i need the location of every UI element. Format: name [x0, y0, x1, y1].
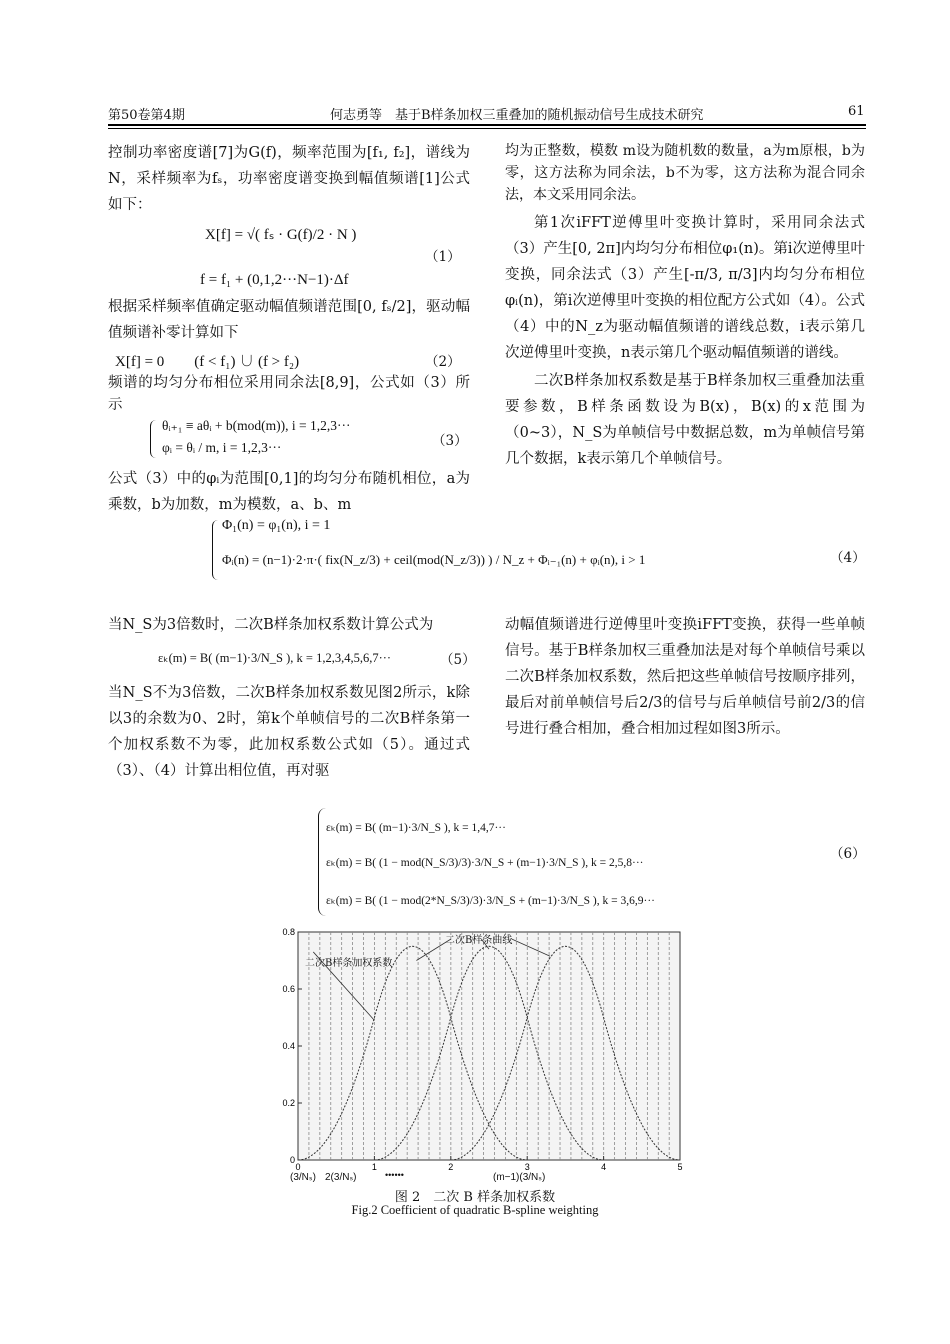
y-tick-label: 0.6 — [282, 984, 295, 994]
equation-5-number: （5） — [440, 652, 476, 668]
equation-1-number: （1） — [425, 249, 461, 265]
paragraph: 控制功率密度谱[7]为G(f)，频率范围为[f₁, f₂]，谱线为N，采样频率为fₛ，功率密度谱变换到幅值频谱[1]公式如下： — [108, 145, 470, 213]
paragraph: 公式（3）中的φᵢ为范围[0,1]的均匀分布随机相位，a为乘数，b为加数，m为模数，a、b、m — [108, 471, 470, 513]
journal-issue: 第50卷第4期 — [108, 108, 185, 123]
xlabel-item-3: •••••• — [385, 1170, 404, 1180]
xlabel-item-2: 2(3/Nₛ) — [325, 1172, 357, 1183]
equation-2-number: （2） — [425, 354, 461, 370]
brace-eq3 — [150, 420, 159, 458]
y-tick-label: 0.8 — [282, 927, 295, 937]
y-tick-label: 0.2 — [282, 1098, 295, 1108]
y-tick-label: 0 — [289, 1155, 295, 1165]
paragraph: 二次B样条加权系数是基于B样条加权三重叠加法重要参数，B样条函数设为B(x)，B(x)的x范围为（0~3），N_S为单帧信号中数据总数，m为单帧信号第几个数据，k表示第几个单帧信号。 — [505, 373, 865, 467]
left-column-3 — [108, 372, 470, 416]
paragraph: 根据采样频率值确定驱动幅值频谱范围[0, fₛ/2]，驱动幅值频谱补零计算如下 — [108, 299, 470, 341]
header-rule-thin — [108, 128, 866, 129]
equation-3-number: （3） — [432, 433, 468, 449]
annotation-weighting: 二次B样条加权系数 — [305, 958, 393, 969]
equation-2: X[f] = 0 (f < f₁) ∪ (f > f₂) — [115, 354, 300, 370]
left-column — [108, 140, 470, 218]
equation-3-line2: φᵢ = θᵢ / m, i = 1,2,3··· — [162, 440, 282, 455]
running-title: 何志勇等 基于B样条加权三重叠加的随机振动信号生成技术研究 — [330, 108, 704, 123]
x-tick-label: 1 — [371, 1162, 377, 1172]
left-column-2 — [108, 294, 470, 346]
x-tick-label: 5 — [677, 1162, 683, 1172]
paragraph: 当N_S不为3倍数，二次B样条加权系数见图2所示，k除以3的余数为0、2时，第k个单帧信号的二次B样条第一个加权系数不为零，此加权系数公式如（5）。通过式（3）、（4）计算出相位值，再对驱 — [108, 685, 470, 779]
equation-6-line1: εₖ(m) = B( (m−1)·3/N_S ), k = 1,4,7··· — [326, 822, 506, 834]
x-tick-label: 0 — [295, 1162, 301, 1172]
paragraph: 当N_S为3倍数时，二次B样条加权系数计算公式为 — [108, 617, 434, 633]
equation-6-line3: εₖ(m) = B( (1 − mod(2*N_S/3)/3)·3/N_S + (m−1)·3/N_S ), k = 3,6,9··· — [326, 895, 655, 907]
paragraph: 第1次iFFT逆傅里叶变换计算时，采用同余法式（3）产生[0, 2π]内均匀分布相位φ₁(n)。第i次逆傅里叶变换，同余法式（3）产生[-π/3, π/3]内均匀分布相位φᵢ(n)，第i次逆傅里叶变换的相位配方公式如（4）。公式（4）中的N_z为驱动幅值频谱的谱线总数，i表示第几次逆傅里叶变换，n表示第几个驱动幅值频谱的谱线。 — [505, 215, 865, 361]
header-rule-thick — [108, 124, 866, 126]
y-tick-label: 0.4 — [282, 1041, 295, 1051]
annotation-curve: 二次B样条曲线 — [445, 935, 513, 946]
lower-left-column — [108, 612, 470, 638]
right-column — [505, 140, 865, 472]
x-tick-label: 4 — [601, 1162, 607, 1172]
figure-caption-en: Fig.2 Coefficient of quadratic B-spline weighting — [351, 1203, 599, 1217]
equation-4-number: （4） — [830, 550, 866, 566]
equation-4-line1: Φ₁(n) = φ₁(n), i = 1 — [222, 518, 331, 533]
equation-3-line1: θᵢ₊₁ ≡ aθᵢ + b(mod(m)), i = 1,2,3··· — [162, 418, 351, 433]
figure-caption-cn: 图 2 二次 B 样条加权系数 — [394, 1190, 556, 1205]
paragraph: 频谱的均匀分布相位采用同余法[8,9]，公式如（3）所示 — [108, 375, 470, 413]
paragraph: 动幅值频谱进行逆傅里叶变换iFFT变换，获得一些单帧信号。基于B样条加权三重叠加法是对每个单帧信号乘以二次B样条加权系数，然后把这些单帧信号按顺序排列，最后对前单帧信号后2/3的信号与后单帧信号前2/3的信号进行叠合相加，叠合相加过程如图3所示。 — [505, 617, 865, 737]
left-column-4 — [108, 466, 470, 518]
xlabel-item-1: (3/Nₛ) — [290, 1172, 316, 1183]
x-tick-label: 2 — [448, 1162, 454, 1172]
page-number: 61 — [848, 104, 865, 119]
brace-eq4 — [212, 520, 221, 580]
equation-1-main: X[f] = √( fₛ · G(f)/2 · N ) — [205, 227, 357, 243]
equation-5: εₖ(m) = B( (m−1)·3/N_S ), k = 1,2,3,4,5,6,7··· — [158, 651, 392, 665]
paragraph: 均为正整数，模数 m设为随机数的数量，a为m原根，b为零，这方法称为同余法，b不为零，这方法称为混合同余法，本文采用同余法。 — [505, 143, 865, 203]
lower-left-column-2 — [108, 680, 470, 784]
x-tick-label: 3 — [524, 1162, 530, 1172]
lower-right-column — [505, 612, 865, 742]
xlabel-item-4: (m−1)(3/Nₛ) — [493, 1172, 546, 1183]
equation-6-line2: εₖ(m) = B( (1 − mod(N_S/3)/3)·3/N_S + (m−1)·3/N_S ), k = 2,5,8··· — [326, 857, 644, 869]
equation-4-line2: Φᵢ(n) = (n−1)·2·π·( fix(N_z/3) + ceil(mod(N_z/3)) ) / N_z + Φᵢ₋₁(n) + φᵢ(n), i > 1 — [222, 552, 646, 567]
equation-6-number: （6） — [830, 846, 866, 862]
equation-1-second: f = f₁ + (0,1,2···N−1)·Δf — [200, 272, 349, 288]
